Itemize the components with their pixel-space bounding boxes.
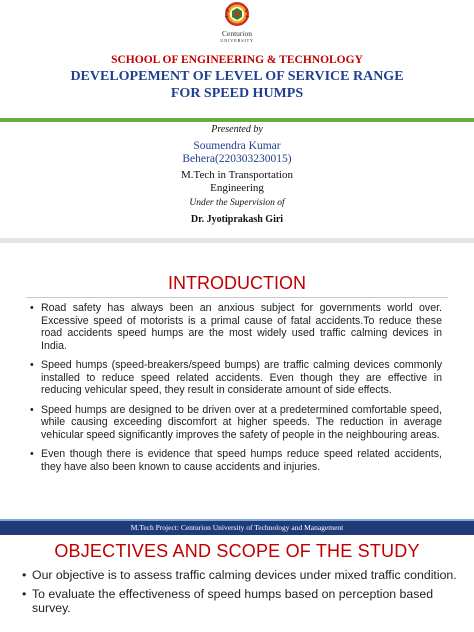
author-name [0,140,474,166]
degree-program [0,169,474,195]
objectives-slide [0,535,474,632]
heading-divider [26,297,448,298]
author-line-1: Soumendra Kumar [193,140,281,152]
list-item: • To evaluate the effectiveness of speed humps based on perception based survey. [22,587,462,616]
supervisor-name: Dr. Jyotiprakash Giri [190,214,284,225]
list-item: • Speed humps are designed to be driven over at a predetermined comfortable speed, while causing exceeding discomfort at higher speeds. The reduction in average vehicular speed significantly improves the safety of people in the neighbouring areas. [30,404,442,442]
logo-wordmark [205,30,269,43]
list-item: • Speed humps (speed-breakers/speed bumps) are traffic calming devices commonly installed to reduce speed related accidents. Even though they are effective in reducing vehicular speed, they result in considerate amount of side effects. [30,359,442,397]
school-name: SCHOOL OF ENGINEERING & TECHNOLOGY [111,54,363,66]
logo-word-top: Centurion [222,29,252,38]
list-item: • Our objective is to assess traffic calming devices under mixed traffic condition. [22,568,462,583]
author-line-2: Behera(220303230015) [182,153,292,165]
list-item: • Road safety has always been an anxious subject for governments world over. Excessive speed of motorists is a primal cause of fatal accidents.To reduce these road accidents speed humps are the most widely used traffic calming devices in India. [30,302,442,352]
logo-word-bottom: UNIVERSITY [220,37,254,43]
degree-line-2: Engineering [210,182,264,194]
list-item: • Even though there is evidence that speed humps reduce speed related accidents, they have also been known to cause accidents and injuries. [30,448,442,473]
objectives-bullet-list [22,568,462,620]
presented-by-label: Presented by [211,124,263,135]
introduction-heading: INTRODUCTION [168,273,306,293]
green-divider [0,118,474,122]
objectives-heading: OBJECTIVES AND SCOPE OF THE STUDY [54,541,420,561]
presentation-title [40,68,434,102]
title-slide [0,0,474,238]
supervision-label: Under the Supervision of [189,198,285,208]
title-line-2: FOR SPEED HUMPS [170,86,304,101]
introduction-slide [0,243,474,532]
degree-line-1: M.Tech in Transportation [181,169,293,181]
slide-footer: M.Tech Project: Centurion University of Technology and Management [0,519,474,535]
title-line-1: DEVELOPEMENT OF LEVEL OF SERVICE RANGE [70,69,404,84]
introduction-bullet-list [30,302,442,473]
